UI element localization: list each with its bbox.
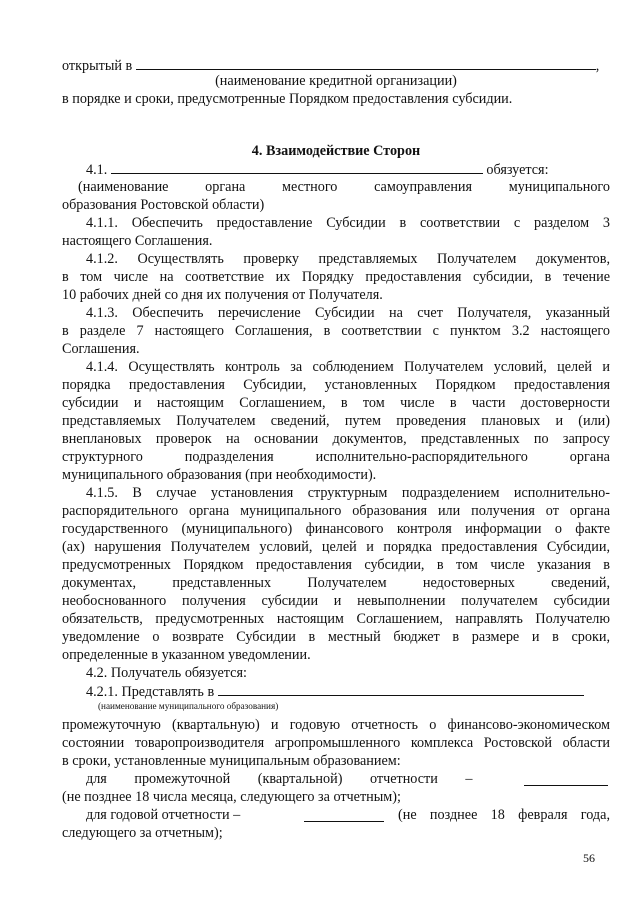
clause-4-1-note-2: образования Ростовской области) [62,197,265,213]
annual-report-deadline: (не позднее 18 февраля года, [398,807,610,823]
clause-4-1-2-line-3: 10 рабочих дней со дня их получения от Получателя. [62,287,383,303]
municipality-blank [218,682,584,696]
clause-4-1-4-line-2: порядка предоставления Субсидии, установленных Порядком предоставления [62,377,610,393]
clause-4-2-1-line-1 [86,682,610,701]
interim-report-deadline: (не позднее 18 числа месяца, следующего за отчетным); [62,789,401,805]
clause-4-2-1-line-4: в сроки, установленные муниципальным образованием: [62,753,401,769]
clause-4-1-5-line-4: (ах) нарушения Получателем условий, целей и порядка предоставления Субсидии, [62,539,610,555]
clause-4-1-5-line-10: определенные в указанном уведомлении. [62,647,311,663]
bank-name-blank [136,56,596,70]
clause-4-1-4-line-6: структурного подразделения исполнительно-распорядительного органа [62,449,610,465]
clause-4-1-suffix: обязуется: [486,162,549,178]
clause-4-1-5-line-7: необоснованного получения субсидии и невыполнении получателем субсидии [62,593,610,609]
municipality-caption: (наименование муниципального образования) [98,701,279,711]
clause-4-1-4-line-3: субсидии и настоящим Соглашением, в том числе в части достоверности [62,395,610,411]
order-line: в порядке и сроки, предусмотренные Порядком предоставления субсидии. [62,91,513,107]
annual-report-line: для годовой отчетности – [86,807,241,823]
clause-4-1-3-line-2: в разделе 7 настоящего Соглашения, в соответствии с пунктом 3.2 настоящего [62,323,610,339]
clause-4-1-1-line-2: настоящего Соглашения. [62,233,213,249]
clause-4-1-5-line-9: уведомление о возврате Субсидии в местный бюджет в размере и в сроки, [62,629,610,645]
bank-line-suffix: , [595,58,600,74]
clause-4-1-note-1: (наименование органа местного самоуправления муниципального [78,179,610,195]
clause-4-1-5-line-1: 4.1.5. В случае установления структурным подразделением исполнительно- [86,485,610,501]
clause-4-1-5-line-5: предусмотренных Порядком предоставления субсидии, в том числе указания в [62,557,610,573]
clause-4-1-4-line-4: представляемых Получателем сведений, путем проведения плановых и (или) [62,413,610,429]
interim-report-line: для промежуточной (квартальной) отчетности – [86,771,473,787]
clause-4-1-3-line-3: Соглашения. [62,341,140,357]
clause-4-1-5-line-3: государственного (муниципального) финансового контроля информации о факте [62,521,610,537]
clause-4-1-4-line-7: муниципального образования (при необходимости). [62,467,377,483]
page-number: 56 [583,851,595,865]
clause-4-1-5-line-6: документах, представленных Получателем недостоверных сведений, [62,575,610,591]
clause-4-1-2-line-2: в том числе на соответствие их Порядку предоставления субсидии, в течение [62,269,610,285]
clause-4-1-5-line-2: распорядительного органа муниципального образования или получения от органа [62,503,610,519]
clause-4-2-1-line-3: состоянии товаропроизводителя агропромышленного комплекса Ростовской области [62,735,610,751]
interim-deadline-blank [524,772,608,786]
organ-name-blank [111,160,483,174]
annual-deadline-blank [304,808,384,822]
clause-4-1-3-line-1: 4.1.3. Обеспечить перечисление Субсидии на счет Получателя, указанный [86,305,610,321]
clause-4-1-number: 4.1. [86,162,108,178]
clause-4-2-1-line-2: промежуточную (квартальную) и годовую отчетность о финансово-экономическом [62,717,610,733]
bank-caption: (наименование кредитной организации) [215,73,457,89]
section-heading: 4. Взаимодействие Сторон [251,143,421,159]
clause-4-2-1-prefix: 4.2.1. Представлять в [86,684,215,700]
clause-4-1-5-line-8: обязательств, предусмотренных настоящим Соглашением, направлять Получателю [62,611,610,627]
clause-4-1-4-line-5: внеплановых проверок на основании документов, представленных по запросу [62,431,610,447]
clause-4-1-1-line-1: 4.1.1. Обеспечить предоставление Субсидии в соответствии с разделом 3 [86,215,610,231]
clause-4-1 [86,160,610,179]
clause-4-1-4-line-1: 4.1.4. Осуществлять контроль за соблюдением Получателем условий, целей и [86,359,610,375]
annual-report-continuation: следующего за отчетным); [62,825,223,841]
clause-4-1-2-line-1: 4.1.2. Осуществлять проверку представляемых Получателем документов, [86,251,610,267]
bank-line-prefix: открытый в [62,58,133,74]
clause-4-2: 4.2. Получатель обязуется: [86,665,247,681]
